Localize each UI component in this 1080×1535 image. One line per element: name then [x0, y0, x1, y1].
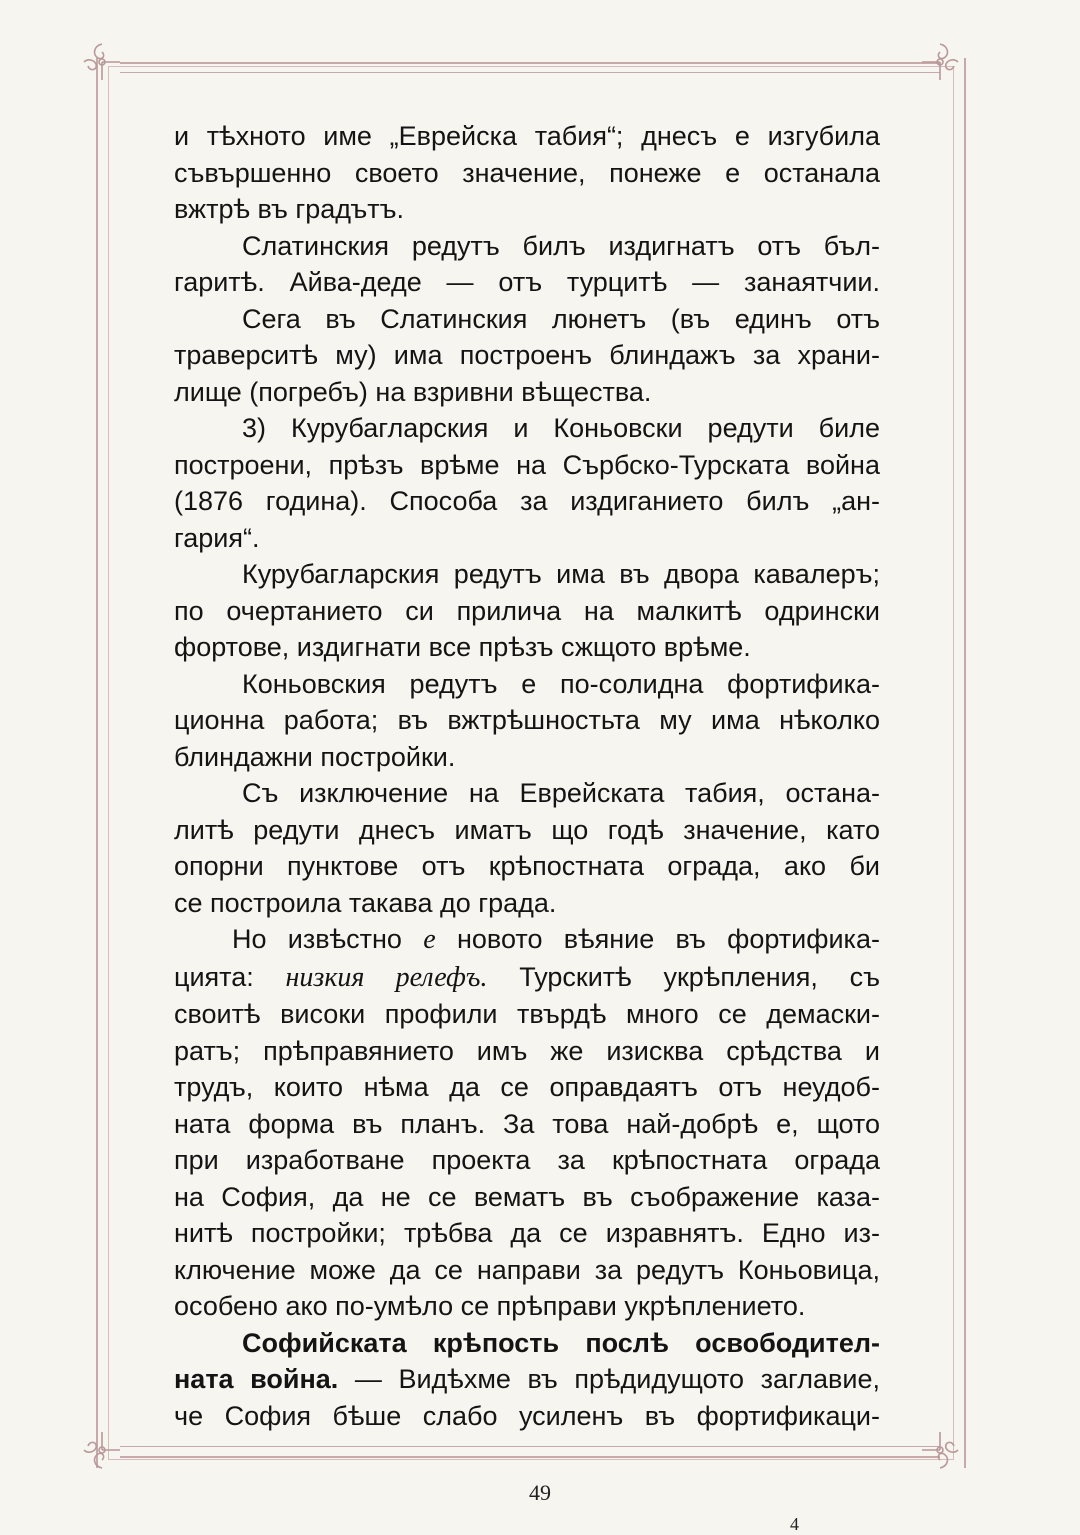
section-heading: Софийската крѣпость послѣ освободител-	[242, 1327, 880, 1358]
text-line: Слатинския редутъ билъ издигнатъ отъ бъл-	[242, 230, 880, 261]
frame-rule-top	[120, 62, 940, 64]
text-line: че София бѣше слабо усиленъ въ фортификаци-	[174, 1400, 880, 1431]
frame-rule-bottom-inner	[120, 1446, 940, 1447]
text-run-italic: низкия релефъ.	[285, 961, 488, 993]
text-line: при изработване проекта за крѣпостната ограда	[174, 1145, 880, 1175]
page-number: 49	[529, 1480, 551, 1505]
text-line: траверситѣ му) има построенъ блиндажъ за храни-	[174, 340, 880, 370]
text-line: (1876 година). Способа за издиганието билъ „ан-	[174, 486, 880, 516]
text-line: се построила такава до града.	[174, 887, 557, 918]
text-run: — Видѣхме въ прѣдидущото заглавие,	[354, 1364, 880, 1394]
text-line: ратъ; прѣправянието имъ же изисква срѣдства и	[174, 1035, 880, 1066]
text-line: на София, да не се вематъ въ съображение каза-	[174, 1181, 880, 1212]
text-line: гаритѣ. Айва-деде — отъ турцитѣ — занаятчии.	[174, 267, 880, 297]
text-line: ционна работа; въ вжтрѣшностьта му има нѣколко	[174, 705, 880, 735]
text-line: фортове, издигнати все прѣзъ сжщото врѣме.	[174, 632, 751, 662]
frame-rule-bottom	[120, 1456, 940, 1458]
text-line	[174, 1361, 880, 1398]
text-line: по очертанието си прилича на малкитѣ одрински	[174, 595, 880, 626]
text-run: Турскитѣ укрѣпления, съ	[519, 961, 880, 992]
text-line: Сега въ Слатинския люнетъ (въ единъ отъ	[242, 303, 880, 334]
text-line: и тѣхното име „Еврейска табия“; днесъ е изгубила	[174, 121, 880, 151]
text-line: ната форма въ планъ. За това най-добрѣ е, щото	[174, 1108, 880, 1139]
text-line: своитѣ високи профили твърдѣ много се демаски-	[174, 999, 880, 1029]
text-line: Коньовския редутъ е по-солидна фортифика-	[242, 668, 880, 699]
text-line: гария“.	[174, 522, 260, 553]
frame-rule-top-inner	[120, 72, 940, 73]
text-line: ключение може да се направи за редутъ Коньовица,	[174, 1254, 880, 1285]
text-line: вжтрѣ въ градътъ.	[174, 194, 405, 224]
text-line: Съ изключение на Еврейската табия, остана-	[242, 778, 880, 808]
text-line: съвършенно своето значение, понеже е останала	[174, 157, 880, 188]
corner-ornament-icon	[918, 1428, 962, 1472]
text-line	[174, 959, 880, 997]
text-line: трудъ, които нѣма да се оправдаятъ отъ неудоб-	[174, 1072, 880, 1102]
text-line: особено ако по-умѣло се прѣправи укрѣплението.	[174, 1291, 806, 1321]
text-run-italic: е	[423, 924, 436, 955]
body-text	[174, 118, 880, 1434]
section-heading-end: ната война.	[174, 1364, 339, 1394]
text-line: лище (погребъ) на взривни вѣщества.	[174, 376, 652, 407]
text-run: Но извѣстно	[232, 924, 402, 954]
text-line: опорни пунктове отъ крѣпостната ограда, ако би	[174, 851, 880, 881]
text-line: нитѣ постройки; трѣбва да се изравнятъ. Едно из-	[174, 1218, 880, 1248]
text-line: литѣ редути днесъ иматъ що годѣ значение, като	[174, 814, 880, 845]
text-line: блиндажни постройки.	[174, 741, 456, 772]
text-run: цията:	[174, 961, 254, 992]
corner-ornament-icon	[80, 40, 124, 84]
signature-mark: 4	[790, 1514, 799, 1534]
text-line	[174, 1325, 880, 1362]
text-line: построени, прѣзъ врѣме на Сърбско-Турската война	[174, 449, 880, 480]
corner-ornament-icon	[918, 40, 962, 84]
corner-ornament-icon	[80, 1428, 124, 1472]
text-line: 3) Курубагларския и Коньовски редути биле	[242, 413, 880, 443]
text-line	[174, 921, 880, 959]
text-run: новото вѣяние въ фортифика-	[456, 924, 880, 954]
text-line: Курубагларския редутъ има въ двора кавалеръ;	[242, 559, 880, 589]
